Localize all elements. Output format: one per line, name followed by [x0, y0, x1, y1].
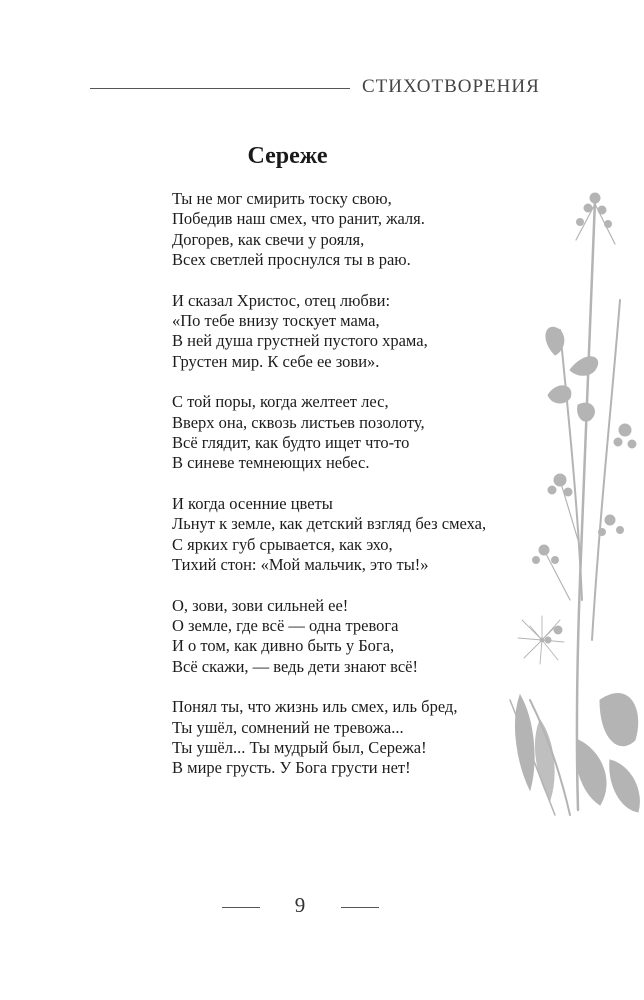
poem-line: О земле, где всё — одна тревога	[172, 616, 399, 636]
poem-line: В синеве темнеющих небес.	[172, 453, 370, 473]
poem-line: С той поры, когда желтеет лес,	[172, 392, 389, 412]
poem-line: «По тебе внизу тоскует мама,	[172, 310, 380, 330]
poem-title: Сереже	[247, 143, 328, 169]
poem-line: Льнут к земле, как детский взгляд без смеха,	[172, 514, 487, 534]
footer-rule-left	[222, 907, 260, 908]
poem-line: Вверх она, сквозь листьев позолоту,	[172, 412, 425, 432]
poem-line: И когда осенние цветы	[172, 494, 333, 514]
poem-line: Всех светлей проснулся ты в раю.	[172, 249, 411, 269]
poem-line: Победив наш смех, что ранит, жаля.	[172, 209, 425, 229]
poem-line: Грустен мир. К себе ее зови».	[172, 351, 380, 371]
poem-line: Всё скажи, — ведь дети знают всё!	[172, 656, 418, 676]
section-title: СТИХОТВОРЕНИЯ	[362, 76, 540, 97]
poem-line: О, зови, зови сильней ее!	[172, 595, 349, 615]
poem-line: Тихий стон: «Мой мальчик, это ты!»	[172, 554, 429, 574]
poem-line: Ты ушёл, сомнений не тревожа...	[172, 717, 404, 737]
poem-line: Догорев, как свечи у рояля,	[172, 229, 365, 249]
poem-line: Всё глядит, как будто ищет что-то	[172, 432, 410, 452]
page-number: 9	[294, 893, 306, 917]
wildflowers-icon	[500, 180, 644, 820]
footer-rule-right	[341, 907, 379, 908]
stanza	[172, 596, 532, 677]
footer	[0, 893, 600, 923]
stanza	[172, 697, 532, 778]
poem-line: В ней душа грустней пустого храма,	[172, 331, 428, 351]
header-rule	[90, 88, 350, 89]
poem-line: Ты не мог смирить тоску свою,	[172, 189, 392, 208]
poem-line: В мире грусть. У Бога грусти нет!	[172, 758, 411, 778]
stanza	[172, 189, 532, 270]
poem-line: С ярких губ срывается, как эхо,	[172, 534, 393, 554]
poem-line: И сказал Христос, отец любви:	[172, 290, 391, 310]
poem-line: Понял ты, что жизнь иль смех, иль бред,	[172, 697, 458, 717]
poem-line: Ты ушёл... Ты мудрый был, Сережа!	[172, 738, 427, 758]
poem-line: И о том, как дивно быть у Бога,	[172, 636, 395, 656]
stanza	[172, 291, 532, 372]
poem-body	[172, 189, 532, 799]
stanza	[172, 392, 532, 473]
stanza	[172, 494, 532, 575]
